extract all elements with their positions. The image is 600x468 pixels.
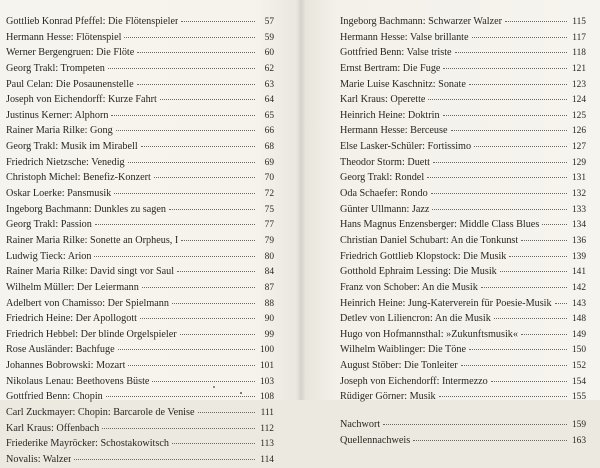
toc-entry-title: Georg Trakl: Rondel (340, 172, 425, 184)
dot-leader (461, 365, 567, 366)
toc-entry (340, 249, 586, 265)
toc-entry (6, 249, 274, 265)
dot-leader (432, 209, 567, 210)
toc-entry-page-number: 108 (259, 392, 274, 403)
toc-entry (6, 421, 274, 437)
toc-entry-page-number: 134 (571, 220, 586, 231)
toc-entry-page-number: 115 (572, 17, 586, 27)
toc-entry-title: Gottlieb Konrad Pfeffel: Die Flötenspieler (6, 16, 179, 27)
toc-entry-page-number: 155 (571, 392, 586, 403)
toc-entry (6, 61, 274, 77)
toc-entry-title: Oda Schaefer: Rondo (340, 188, 428, 200)
toc-entry (6, 264, 274, 280)
toc-entry-page-number: 70 (264, 173, 274, 184)
toc-entry-title: Friedrich Nietzsche: Venedig (6, 156, 125, 168)
toc-entry (6, 92, 274, 108)
toc-entry-page-number: 150 (571, 345, 586, 356)
toc-entry-page-number: 65 (264, 110, 274, 121)
toc-entry-page-number: 62 (264, 63, 274, 74)
dot-leader (142, 287, 255, 288)
toc-entry-page-number: 103 (259, 376, 274, 387)
toc-entry-page-number: 63 (264, 79, 274, 90)
toc-entry-page-number: 114 (260, 454, 274, 465)
toc-entry-page-number: 124 (571, 95, 586, 106)
toc-entry-page-number: 75 (264, 204, 274, 215)
dot-leader (181, 21, 255, 22)
dot-leader (124, 37, 255, 38)
toc-entry (6, 280, 274, 296)
dot-leader (180, 334, 255, 335)
toc-entry-title: Christoph Michel: Benefiz-Konzert (6, 172, 151, 184)
toc-entry-page-number: 149 (571, 329, 586, 340)
toc-entry (6, 30, 274, 46)
toc-entry (6, 170, 274, 186)
toc-entry (6, 139, 274, 155)
toc-entry-title: Friederike Mayröcker: Schostakowitsch (6, 438, 169, 450)
toc-list-right (340, 14, 586, 405)
dot-leader (172, 303, 255, 304)
toc-entry-title: Gotthold Ephraim Lessing: Die Musik (340, 266, 497, 278)
dot-leader (505, 21, 567, 22)
toc-entry (340, 217, 586, 233)
toc-entry-page-number: 80 (264, 251, 274, 262)
toc-entry-title: Carl Zuckmayer: Chopin: Barcarole de Venise (6, 407, 195, 419)
dot-leader (555, 303, 567, 304)
toc-entry-page-number: 72 (264, 189, 274, 200)
toc-entry-title: Heinrich Heine: Doktrin (340, 109, 440, 121)
toc-entry (340, 374, 586, 390)
toc-entry (6, 77, 274, 93)
toc-entry-page-number: 64 (264, 95, 274, 106)
toc-entry-page-number: 121 (571, 63, 586, 74)
toc-entry-title: Georg Trakl: Passion (6, 219, 92, 231)
dot-leader (172, 443, 255, 444)
toc-entry-page-number: 88 (264, 298, 274, 309)
toc-entry-title: Friedrich Heine: Der Apollogott (6, 313, 137, 325)
dot-leader (152, 381, 255, 382)
toc-entry (340, 389, 586, 405)
toc-entry-title: Gottfried Benn: Chopin (6, 391, 103, 403)
toc-entry-title: Detlev von Liliencron: An die Musik (340, 313, 491, 325)
toc-entry-title: Hans Magnus Enzensberger: Middle Class Blues (340, 219, 540, 231)
toc-entry (340, 186, 586, 202)
toc-entry-page-number: 141 (571, 267, 586, 278)
toc-entry (340, 342, 586, 358)
toc-entry-page-number: 129 (571, 157, 586, 168)
dot-leader (500, 271, 567, 272)
toc-entry-title: Novalis: Walzer (6, 453, 72, 465)
dot-leader (160, 99, 255, 100)
toc-entry-page-number: 143 (571, 298, 586, 309)
toc-entry (6, 389, 274, 405)
toc-entry-page-number: 68 (264, 142, 274, 153)
toc-entry-title: Ludwig Tieck: Arion (6, 250, 92, 262)
toc-entry-title: Wilhelm Müller: Der Leiermann (6, 281, 139, 293)
toc-entry-title: Werner Bergengruen: Die Flöte (6, 47, 135, 59)
toc-entry-title: Adelbert von Chamisso: Der Spielmann (6, 297, 169, 309)
toc-entry-title: Georg Trakl: Trompeten (6, 62, 105, 74)
toc-entry-title: Gottfried Benn: Valse triste (340, 47, 452, 59)
dot-leader (128, 162, 255, 163)
dot-leader (95, 224, 255, 225)
toc-entry-title: Hermann Hesse: Flötenspiel (6, 31, 122, 43)
toc-entry-title: Oskar Loerke: Pansmusik (6, 188, 112, 200)
dot-leader (128, 365, 255, 366)
dot-leader (114, 193, 255, 194)
dot-leader (431, 193, 567, 194)
toc-entry-title: Ingeborg Bachmann: Schwarzer Walzer (340, 16, 503, 27)
dot-leader (198, 412, 255, 413)
toc-entry (340, 233, 586, 249)
toc-entry-title: Hermann Hesse: Valse brillante (340, 31, 469, 43)
toc-entry (6, 311, 274, 327)
dot-leader (177, 271, 255, 272)
toc-entry-page-number: 100 (259, 345, 274, 356)
toc-entry-page-number: 132 (571, 189, 586, 200)
toc-entry-page-number: 84 (264, 267, 274, 278)
paper-speck (240, 392, 242, 394)
toc-entry-page-number: 148 (571, 314, 586, 325)
dot-leader (94, 256, 255, 257)
dot-leader (433, 162, 567, 163)
toc-entry-title: Hermann Hesse: Berceuse (340, 125, 448, 137)
toc-entry (340, 433, 586, 449)
toc-entry-title: Hugo von Hofmannsthal: »Zukunftsmusik« (340, 328, 518, 340)
toc-entry-page-number: 113 (260, 439, 274, 450)
toc-entry-page-number: 133 (571, 204, 586, 215)
toc-entry (340, 77, 586, 93)
toc-entry-title: Rose Ausländer: Bachfuge (6, 344, 115, 356)
toc-entry (6, 233, 274, 249)
toc-entry (340, 280, 586, 296)
dot-leader (74, 459, 255, 460)
toc-entry-page-number: 57 (264, 17, 274, 27)
toc-entry-title: Friedrich Hebbel: Der blinde Orgelspieler (6, 328, 177, 340)
toc-entry-page-number: 77 (264, 220, 274, 231)
toc-entry-page-number: 117 (572, 32, 586, 43)
toc-entry (340, 264, 586, 280)
dot-leader (118, 349, 255, 350)
dot-leader (451, 130, 568, 131)
toc-entry-page-number: 112 (260, 423, 274, 434)
toc-entry-title: Rainer Maria Rilke: Sonette an Orpheus, I (6, 234, 179, 246)
toc-entry (6, 452, 274, 468)
toc-entry-page-number: 154 (571, 376, 586, 387)
toc-entry (340, 61, 586, 77)
toc-entry (340, 30, 586, 46)
toc-entry-page-number: 87 (264, 282, 274, 293)
toc-entry (340, 45, 586, 61)
toc-entry (6, 358, 274, 374)
dot-leader (443, 115, 567, 116)
toc-entry-page-number: 126 (571, 126, 586, 137)
dot-leader (154, 177, 255, 178)
toc-entry-title: Ingeborg Bachmann: Dunkles zu sagen (6, 203, 166, 215)
toc-entry-page-number: 139 (571, 251, 586, 262)
toc-entry (340, 14, 586, 30)
toc-entry-page-number: 159 (571, 420, 586, 431)
dot-leader (521, 334, 567, 335)
toc-entry (6, 123, 274, 139)
toc-entry-page-number: 111 (260, 408, 274, 419)
toc-entry-title: Justinus Kerner: Alphorn (6, 109, 109, 121)
toc-entry (340, 123, 586, 139)
right-page (300, 0, 600, 446)
toc-entry-page-number: 131 (571, 173, 586, 184)
toc-entry-title: Ernst Bertram: Die Fuge (340, 62, 441, 74)
left-page (0, 0, 300, 465)
dot-leader (108, 68, 255, 69)
dot-leader (494, 318, 567, 319)
dot-leader (140, 318, 255, 319)
toc-entry-title: August Stöber: Die Tonleiter (340, 360, 458, 372)
dot-leader (521, 240, 567, 241)
toc-entry (6, 405, 274, 421)
toc-entry-title: Georg Trakl: Musik im Mirabell (6, 141, 138, 153)
dot-leader (141, 146, 255, 147)
toc-entry (340, 170, 586, 186)
toc-entry (6, 342, 274, 358)
toc-entry (6, 45, 274, 61)
dot-leader (111, 115, 255, 116)
toc-entry-page-number: 123 (571, 79, 586, 90)
toc-entry (6, 436, 274, 452)
toc-list-appendix (340, 417, 586, 448)
toc-entry-page-number: 152 (571, 361, 586, 372)
toc-entry (6, 186, 274, 202)
toc-entry-title: Nikolaus Lenau: Beethovens Büste (6, 375, 150, 387)
toc-entry-page-number: 79 (264, 235, 274, 246)
toc-entry (340, 358, 586, 374)
toc-entry (340, 155, 586, 171)
toc-entry-title: Karl Kraus: Offenbach (6, 422, 100, 434)
toc-entry (340, 92, 586, 108)
dot-leader (542, 224, 567, 225)
dot-leader (481, 287, 567, 288)
toc-entry-title: Else Lasker-Schüler: Fortissimo (340, 141, 472, 153)
toc-entry (6, 327, 274, 343)
dot-leader (106, 396, 255, 397)
toc-entry-page-number: 118 (572, 48, 586, 59)
dot-leader (469, 349, 567, 350)
dot-leader (137, 52, 255, 53)
toc-entry-page-number: 136 (571, 235, 586, 246)
toc-entry-title: Joseph von Eichendorff: Intermezzo (340, 375, 488, 387)
toc-entry-title: Nachwort (340, 419, 381, 431)
dot-leader (439, 396, 567, 397)
toc-entry (6, 374, 274, 390)
dot-leader (413, 440, 567, 441)
toc-entry-title: Friedrich Gottlieb Klopstock: Die Musik (340, 250, 507, 262)
dot-leader (383, 424, 567, 425)
toc-entry-page-number: 125 (571, 110, 586, 121)
toc-entry-title: Wilhelm Waiblinger: Die Töne (340, 344, 466, 356)
toc-entry-title: Johannes Bobrowski: Mozart (6, 360, 126, 372)
paper-speck (213, 386, 215, 388)
toc-entry-page-number: 66 (264, 126, 274, 137)
toc-entry-title: Theodor Storm: Duett (340, 156, 430, 168)
toc-entry (340, 296, 586, 312)
dot-leader (472, 37, 567, 38)
dot-leader (169, 209, 255, 210)
toc-entry-page-number: 127 (571, 142, 586, 153)
dot-leader (137, 84, 255, 85)
dot-leader (509, 256, 567, 257)
dot-leader (427, 177, 567, 178)
toc-entry-page-number: 90 (264, 314, 274, 325)
toc-entry (6, 217, 274, 233)
toc-entry (6, 202, 274, 218)
toc-entry-page-number: 99 (264, 329, 274, 340)
dot-leader (469, 84, 567, 85)
toc-entry (340, 311, 586, 327)
toc-entry-title: Paul Celan: Die Posaunenstelle (6, 78, 134, 90)
toc-entry-title: Günter Ullmann: Jazz (340, 203, 430, 215)
dot-leader (474, 146, 567, 147)
toc-entry (340, 417, 586, 433)
toc-entry (6, 108, 274, 124)
dot-leader (428, 99, 567, 100)
toc-entry (340, 202, 586, 218)
dot-leader (455, 52, 567, 53)
dot-leader (181, 240, 255, 241)
dot-leader (443, 68, 567, 69)
toc-entry (6, 155, 274, 171)
toc-entry (340, 327, 586, 343)
toc-entry-page-number: 163 (571, 435, 586, 446)
toc-entry-title: Marie Luise Kaschnitz: Sonate (340, 78, 466, 90)
toc-entry-title: Christian Daniel Schubart: An die Tonkunst (340, 234, 519, 246)
toc-entry (340, 139, 586, 155)
toc-entry-title: Franz von Schober: An die Musik (340, 281, 478, 293)
toc-entry (340, 108, 586, 124)
toc-entry-page-number: 142 (571, 282, 586, 293)
dot-leader (116, 130, 255, 131)
toc-entry-page-number: 59 (264, 32, 274, 43)
toc-entry-title: Karl Kraus: Operette (340, 94, 426, 106)
dot-leader (491, 381, 567, 382)
toc-entry (6, 14, 274, 30)
toc-entry-page-number: 101 (259, 361, 274, 372)
toc-entry-title: Rainer Maria Rilke: David singt vor Saul (6, 266, 175, 278)
toc-entry-title: Heinrich Heine: Jung-Katerverein für Poesie-Musik (340, 297, 552, 309)
dot-leader (102, 428, 255, 429)
toc-entry-title: Joseph von Eichendorff: Kurze Fahrt (6, 94, 157, 106)
toc-entry-page-number: 69 (264, 157, 274, 168)
toc-entry-title: Quellennachweis (340, 434, 411, 446)
toc-entry-page-number: 60 (264, 48, 274, 59)
toc-entry (6, 296, 274, 312)
toc-entry-title: Rainer Maria Rilke: Gong (6, 125, 113, 137)
toc-entry-title: Rüdiger Görner: Musik (340, 391, 436, 403)
